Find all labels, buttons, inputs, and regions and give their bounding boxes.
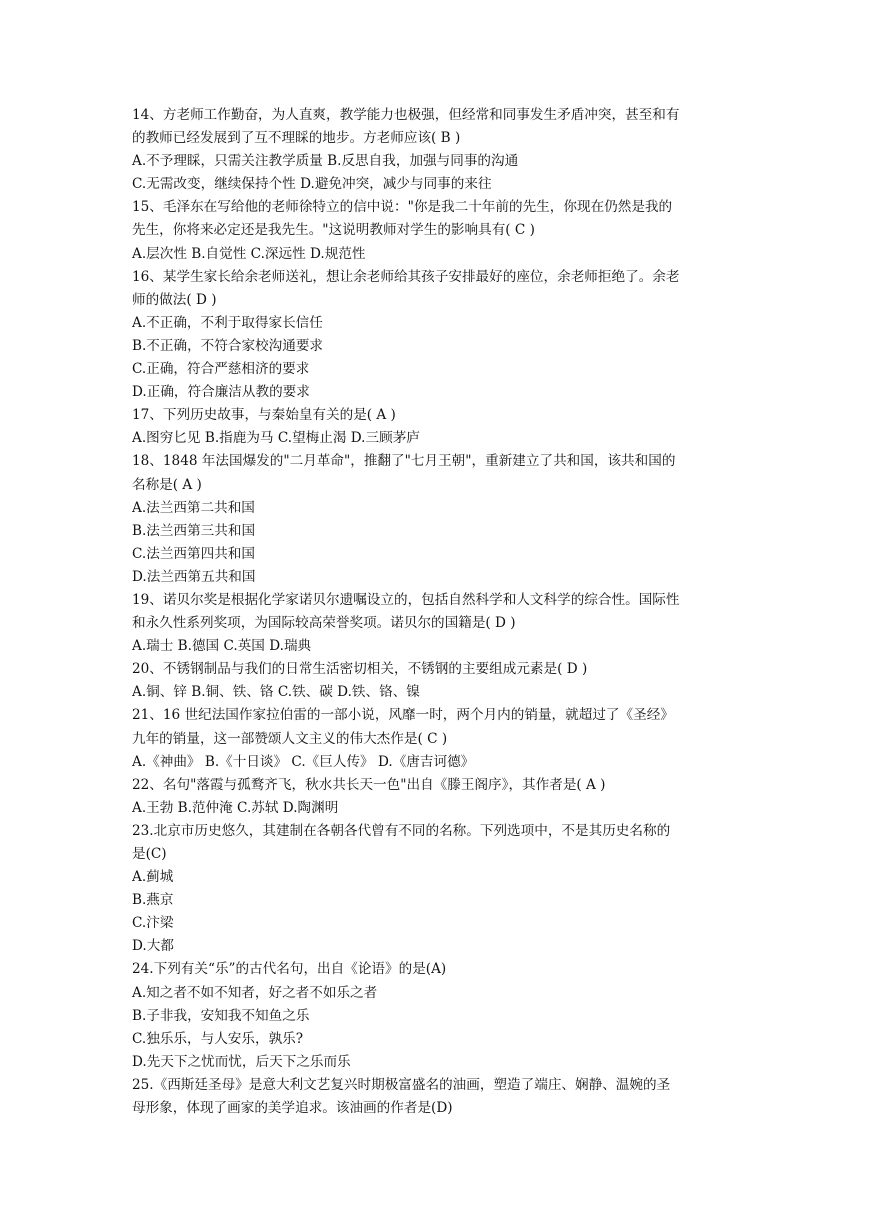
document-page — [132, 104, 738, 1120]
question-24-option-d: D.先天下之忧而忧，后天下之乐而乐 — [132, 1053, 351, 1070]
question-18-option-c: C.法兰西第四共和国 — [132, 545, 255, 562]
question-15-stem-line-2: 先生，你将来必定还是我先生。"这说明教师对学生的影响具有( C ) — [132, 222, 535, 239]
question-23-option-c: C.汴梁 — [132, 915, 174, 932]
question-21-stem-line-2: 九年的销量，这一部赞颂人文主义的伟大杰作是( C ) — [132, 730, 448, 747]
question-24-option-b: B.子非我，安知我不知鱼之乐 — [132, 1007, 310, 1024]
question-18-stem-line-1: 18、1848 年法国爆发的"二月革命"，推翻了"七月王朝"，重新建立了共和国，该共和国的 — [132, 453, 676, 470]
question-18-option-b: B.法兰西第三共和国 — [132, 522, 256, 539]
question-15-stem-line-1: 15、毛泽东在写给他的老师徐特立的信中说："你是我二十年前的先生，你现在仍然是我的 — [132, 199, 673, 216]
question-22-options: A.王勃 B.范仲淹 C.苏轼 D.陶渊明 — [132, 799, 339, 816]
question-23-option-a: A.蓟城 — [132, 869, 174, 886]
question-21-options: A.《神曲》 B.《十日谈》 C.《巨人传》 D.《唐吉诃德》 — [132, 753, 475, 770]
question-23-option-b: B.燕京 — [132, 892, 174, 909]
question-16-option-b: B.不正确，不符合家校沟通要求 — [132, 337, 324, 354]
question-19-options: A.瑞士 B.德国 C.英国 D.瑞典 — [132, 638, 312, 655]
question-16-option-c: C.正确，符合严慈相济的要求 — [132, 361, 310, 378]
question-16-stem-line-2: 师的做法( D ) — [132, 291, 217, 308]
question-24-option-a: A.知之者不如不知者，好之者不如乐之者 — [132, 984, 378, 1001]
question-19-stem-line-2: 和永久性系列奖项，为国际较高荣誉奖项。诺贝尔的国籍是( D ) — [132, 615, 516, 632]
question-25-stem-line-2: 母形象，体现了画家的美学追求。该油画的作者是(D) — [132, 1100, 453, 1117]
question-24-stem: 24.下列有关“乐”的古代名句，出自《论语》的是(A) — [132, 961, 447, 978]
question-20-stem: 20、不锈钢制品与我们的日常生活密切相关，不锈钢的主要组成元素是( D ) — [132, 661, 588, 678]
question-18-option-a: A.法兰西第二共和国 — [132, 499, 255, 516]
question-23-stem-line-2: 是(C) — [132, 846, 167, 862]
question-25-stem-line-1: 25.《西斯廷圣母》是意大利文艺复兴时期极富盛名的油画，塑造了端庄、娴静、温婉的圣 — [132, 1076, 671, 1093]
question-18-stem-line-2: 名称是( A ) — [132, 476, 202, 493]
question-14-options-c-d: C.无需改变，继续保持个性 D.避免冲突，减少与同事的来往 — [132, 176, 492, 193]
question-22-stem: 22、名句"落霞与孤鹜齐飞，秋水共长天一色"出自《滕王阁序》，其作者是( A ) — [132, 776, 606, 793]
question-23-stem-line-1: 23.北京市历史悠久，其建制在各朝各代曾有不同的名称。下列选项中，不是其历史名称的 — [132, 822, 671, 839]
question-15-options: A.层次性 B.自觉性 C.深远性 D.规范性 — [132, 245, 366, 262]
question-16-option-a: A.不正确，不利于取得家长信任 — [132, 314, 323, 331]
question-17-options: A.图穷匕见 B.指鹿为马 C.望梅止渴 D.三顾茅庐 — [132, 430, 420, 447]
question-21-stem-line-1: 21、16 世纪法国作家拉伯雷的一部小说，风靡一时，两个月内的销量，就超过了《圣经》 — [132, 707, 674, 724]
question-14-options-a-b: A.不予理睬，只需关注教学质量 B.反思自我，加强与同事的沟通 — [132, 153, 519, 170]
question-20-options: A.铜、锌 B.铜、铁、铬 C.铁、碳 D.铁、铬、镍 — [132, 684, 420, 701]
question-17-stem: 17、下列历史故事，与秦始皇有关的是( A ) — [132, 407, 396, 424]
question-14-stem-line-1: 14、方老师工作勤奋，为人直爽，教学能力也极强，但经常和同事发生矛盾冲突，甚至和有 — [132, 107, 680, 123]
question-16-stem-line-1: 16、某学生家长给余老师送礼，想让余老师给其孩子安排最好的座位，余老师拒绝了。余老 — [132, 268, 680, 285]
question-14-stem-line-2: 的教师已经发展到了互不理睬的地步。方老师应该( B ) — [132, 130, 461, 147]
question-24-option-c: C.独乐乐，与人安乐，孰乐? — [132, 1030, 304, 1047]
question-23-option-d: D.大都 — [132, 938, 174, 955]
question-18-option-d: D.法兰西第五共和国 — [132, 568, 256, 585]
question-16-option-d: D.正确，符合廉洁从教的要求 — [132, 384, 310, 401]
question-19-stem-line-1: 19、诺贝尔奖是根据化学家诺贝尔遗嘱设立的，包括自然科学和人文科学的综合性。国际性 — [132, 591, 680, 608]
